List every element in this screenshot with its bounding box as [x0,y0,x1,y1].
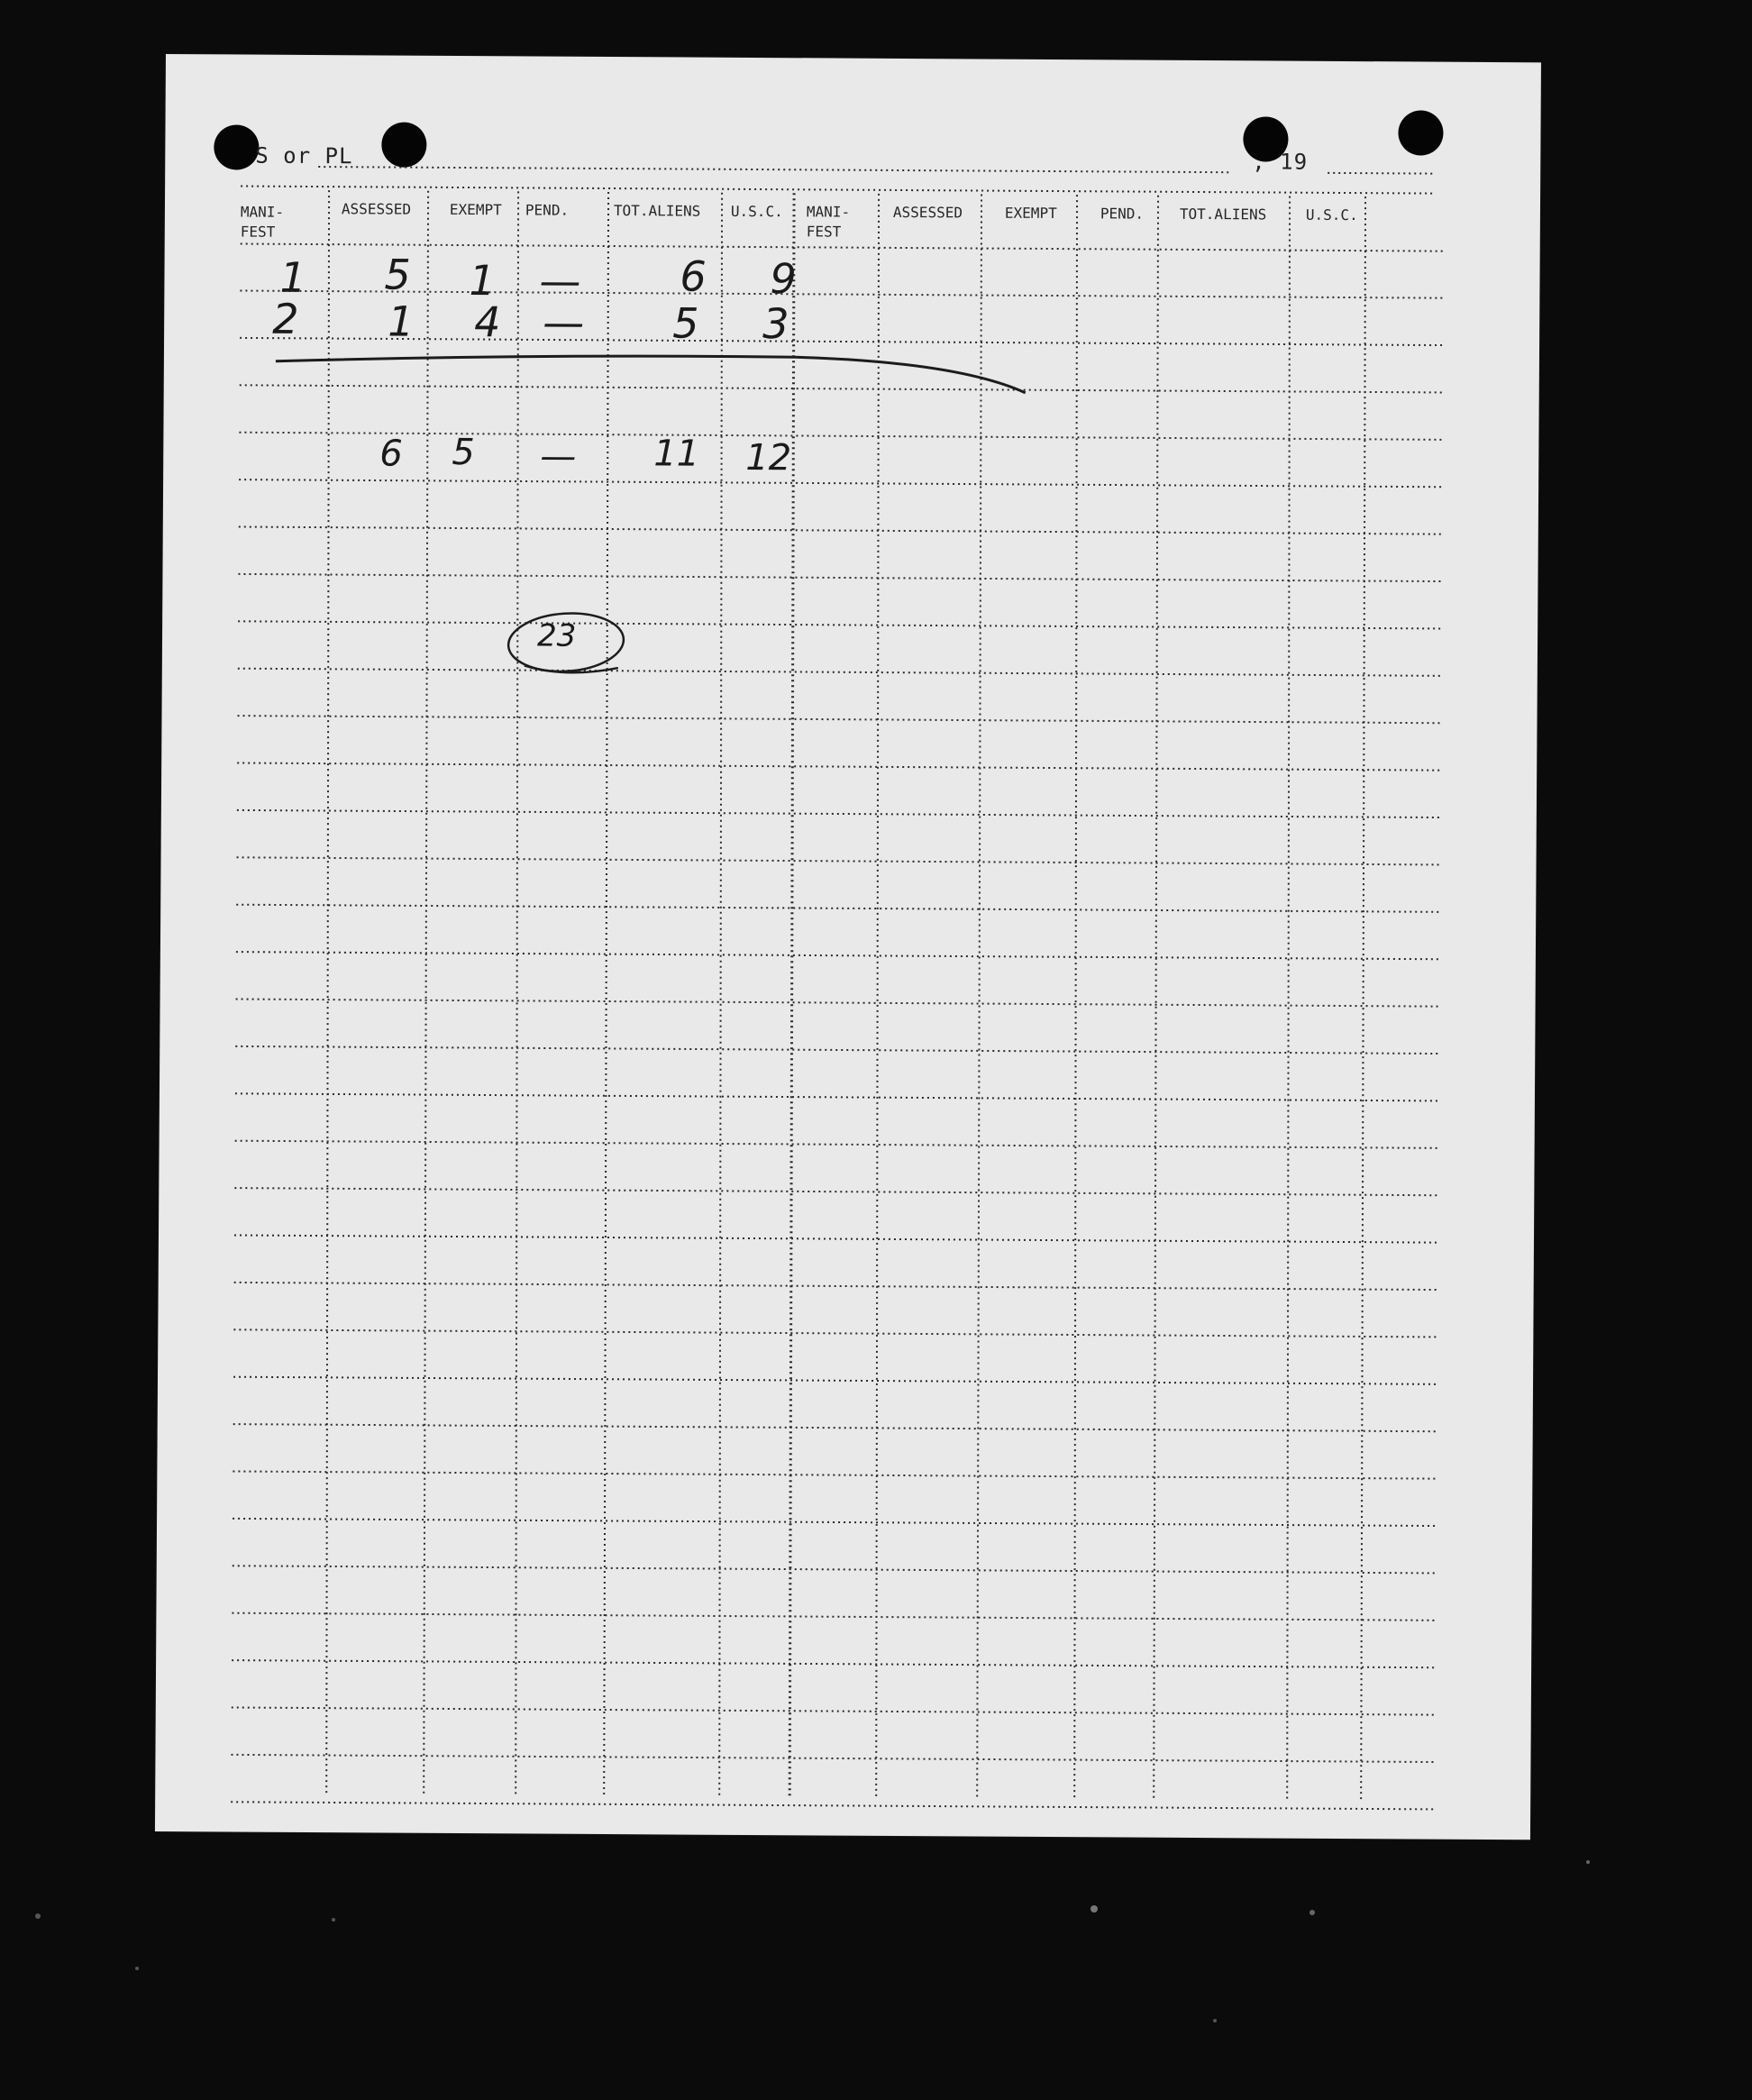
year-prefix: , 19 [1252,149,1309,175]
total-exempt: 5 [452,431,475,474]
entry-2-exempt: 4 [474,297,501,347]
col-header-totaliens-right: TOT.ALIENS [1179,205,1267,224]
row-rule [231,1755,1433,1762]
row-rule [234,1283,1437,1290]
col-header-pend-left: PEND. [525,201,570,219]
total-usc: 12 [745,436,792,479]
row-rule [233,1471,1435,1478]
entry-2-manifest: 2 [272,294,299,343]
row-rule [233,1519,1435,1526]
col-header-usc-left: U.S.C. [730,202,783,221]
row-rule [233,1566,1435,1573]
col-header-assessed-right: ASSESSED [892,203,963,222]
col-header-exempt-left: EXEMPT [449,200,502,219]
col-header-manifest-right: MANI- FEST [806,203,851,241]
col-header-usc-right: U.S.C. [1305,205,1358,224]
row-rule [233,1424,1436,1431]
record-sheet [155,54,1541,1840]
total-assessed: 6 [379,433,403,475]
col-header-assessed-left: ASSESSED [341,200,412,218]
entry-2-usc: 3 [762,299,789,349]
col-header-manifest-left: MANI- FEST [240,203,285,241]
row-rule [231,1802,1433,1809]
row-rule [234,1188,1437,1195]
row-rule [236,905,1438,912]
row-rule [236,999,1438,1006]
entry-2-tot-aliens: 5 [672,298,699,348]
row-rule [235,1141,1437,1148]
heading-prefix: S or PL [255,142,353,169]
circled-total: 23 [536,617,577,654]
col-header-exempt-right: EXEMPT [1004,204,1057,223]
entry-1-usc: 9 [770,254,797,304]
row-rule [234,1235,1437,1242]
entry-1-exempt: 1 [469,256,496,306]
entry-2-assessed: 1 [388,297,415,346]
entry-1-manifest: 1 [279,252,306,302]
entry-1-pend: — [539,256,581,306]
circled-total-ring [161,54,1541,783]
row-rule [233,1329,1436,1337]
col-header-pend-right: PEND. [1100,205,1145,223]
row-rule [232,1613,1434,1621]
entry-2-pend: — [543,297,585,347]
col-header-totaliens-left: TOT.ALIENS [613,202,701,220]
row-rule [235,1046,1437,1054]
entry-1-assessed: 5 [384,250,411,299]
row-rule [233,1377,1436,1384]
total-pend: — [540,435,577,478]
row-rule [235,1093,1437,1100]
row-rule [236,952,1438,959]
scan-dust [0,1857,1752,2100]
row-rule [237,857,1439,864]
row-rule [232,1660,1434,1667]
total-tot-aliens: 11 [653,433,700,475]
row-rule [237,810,1439,817]
entry-1-tot-aliens: 6 [680,251,707,301]
row-rule [232,1707,1434,1714]
